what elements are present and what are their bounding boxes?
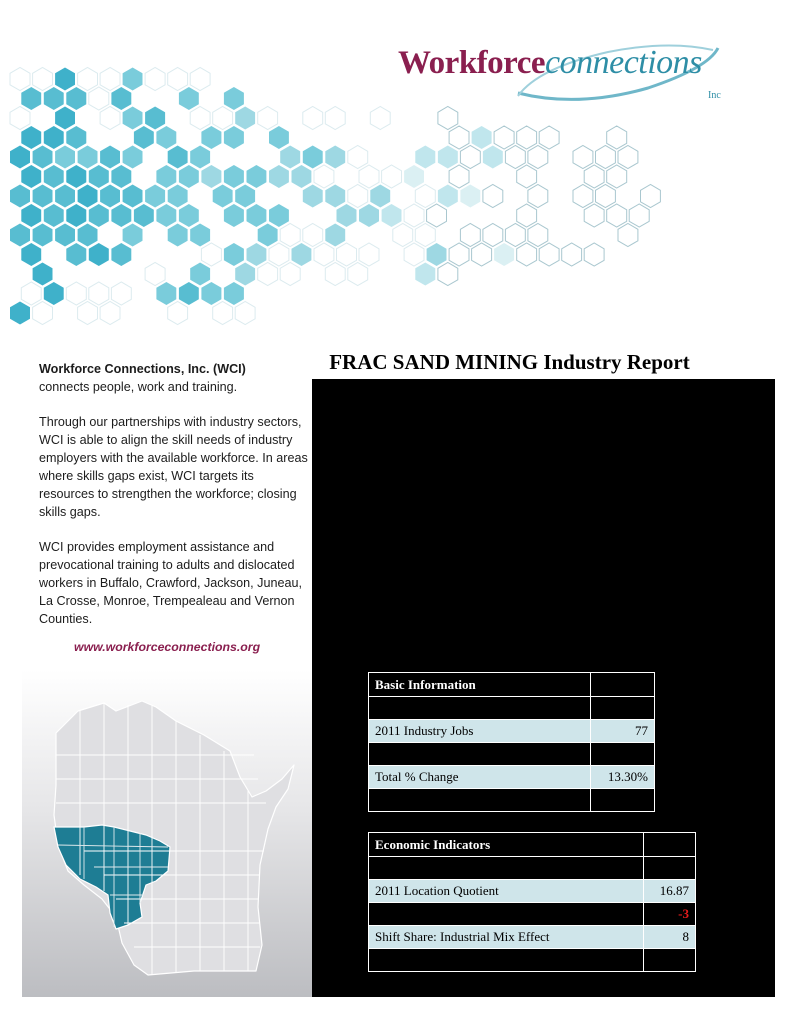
org-name: Workforce Connections, Inc. (WCI) (39, 362, 246, 376)
hexagon-shape (21, 243, 41, 266)
hexagon-shape (156, 126, 176, 149)
hexagon-shape (235, 185, 255, 208)
hexagon-shape (314, 243, 334, 266)
services-paragraph: WCI provides employment assistance and prevocational training to adults and dislocated workers in Buffalo, Crawford, Jackson, Juneau, La Crosse, Monroe, Trempealeau and Vernon Counties. (39, 540, 302, 626)
hexagon-shape (235, 302, 255, 325)
hexagon-shape (427, 243, 447, 266)
hexagon-shape (201, 243, 221, 266)
hexagon-shape (325, 263, 345, 286)
hexagon-shape (348, 146, 368, 169)
hexagon-shape (179, 165, 199, 188)
hexagon-shape (415, 185, 435, 208)
hexagon-shape (438, 146, 458, 169)
hexagon-shape (201, 126, 221, 149)
hexagon-shape (213, 107, 233, 130)
hexagon-shape (483, 146, 503, 169)
hexagon-shape (78, 302, 98, 325)
hexagon-shape (168, 185, 188, 208)
hexagon-shape (224, 243, 244, 266)
hexagon-shape (292, 165, 312, 188)
hexagon-shape (584, 243, 604, 266)
hexagon-shape (382, 204, 402, 227)
hexagon-shape (111, 243, 131, 266)
hexagon-shape (89, 204, 109, 227)
hexagon-shape (348, 185, 368, 208)
hexagon-shape (66, 87, 86, 110)
economic-indicators-table (368, 832, 696, 972)
hexagon-shape (10, 185, 30, 208)
hexagon-shape (494, 243, 514, 266)
hexagon-shape (44, 126, 64, 149)
hexagon-shape (641, 185, 661, 208)
economic-indicators-header: Economic Indicators (369, 833, 644, 857)
hexagon-shape (517, 126, 537, 149)
hexagon-shape (111, 87, 131, 110)
hexagon-shape (10, 107, 30, 130)
hexagon-shape (517, 243, 537, 266)
hexagon-shape (10, 68, 30, 91)
hexagon-shape (123, 68, 143, 91)
hexagon-shape (449, 243, 469, 266)
hexagon-shape (337, 204, 357, 227)
website-link[interactable]: www.workforceconnections.org (74, 640, 261, 654)
hexagon-shape (517, 165, 537, 188)
logo-word-workforce: Workforce (398, 45, 546, 81)
hexagon-shape (100, 146, 120, 169)
hexagon-shape (78, 185, 98, 208)
hexagon-shape (10, 146, 30, 169)
hexagon-shape (224, 204, 244, 227)
hexagon-shape (235, 107, 255, 130)
hexagon-shape (607, 204, 627, 227)
location-quotient-label: 2011 Location Quotient (369, 880, 644, 903)
hexagon-shape (21, 204, 41, 227)
hexagon-shape (483, 185, 503, 208)
hexagon-shape (325, 185, 345, 208)
hexagon-shape (280, 224, 300, 247)
hexagon-shape (33, 185, 53, 208)
hexagon-shape (213, 185, 233, 208)
total-change-label: Total % Change (369, 766, 591, 789)
hexagon-shape (123, 107, 143, 130)
hexagon-shape (33, 302, 53, 325)
hexagon-shape (179, 282, 199, 305)
hexagon-shape (66, 165, 86, 188)
hexagon-shape (505, 224, 525, 247)
workforce-connections-logo (398, 44, 738, 114)
hexagon-shape (573, 185, 593, 208)
hexagon-shape (55, 224, 75, 247)
shift-share-value: 8 (644, 926, 696, 949)
hexagon-shape (78, 146, 98, 169)
hexagon-shape (44, 204, 64, 227)
hexagon-shape (596, 185, 616, 208)
hexagon-shape (258, 107, 278, 130)
hexagon-shape (415, 146, 435, 169)
hexagon-shape (325, 146, 345, 169)
hexagon-shape (573, 146, 593, 169)
hexagon-shape (156, 204, 176, 227)
hexagon-shape (472, 243, 492, 266)
hexagon-shape (370, 107, 390, 130)
table-row (369, 926, 696, 949)
hexagon-shape (528, 224, 548, 247)
hexagon-shape (303, 224, 323, 247)
hexagon-shape (190, 263, 210, 286)
hexagon-shape (438, 263, 458, 286)
hexagon-shape (517, 204, 537, 227)
hexagon-shape (325, 224, 345, 247)
hexagon-shape (111, 204, 131, 227)
hexagon-shape (100, 68, 120, 91)
hexagon-shape (528, 146, 548, 169)
hexagon-shape (584, 165, 604, 188)
hexagon-shape (55, 68, 75, 91)
hexagon-shape (100, 302, 120, 325)
hexagon-shape (33, 68, 53, 91)
hexagon-shape (44, 165, 64, 188)
hexagon-shape (44, 87, 64, 110)
hexagon-shape (404, 243, 424, 266)
hexagon-shape (539, 126, 559, 149)
hexagon-shape (348, 263, 368, 286)
hexagon-shape (224, 282, 244, 305)
hexagon-shape (269, 126, 289, 149)
hexagon-shape (449, 165, 469, 188)
industry-jobs-value: 77 (591, 720, 655, 743)
hexagon-shape (145, 107, 165, 130)
hexagon-shape (404, 204, 424, 227)
hexagon-shape (134, 204, 154, 227)
hexagon-shape (66, 282, 86, 305)
hexagon-shape (33, 224, 53, 247)
hexagon-shape (415, 224, 435, 247)
hexagon-shape (190, 146, 210, 169)
hexagon-shape (460, 224, 480, 247)
hexagon-shape (33, 146, 53, 169)
report-title: FRAC SAND MINING Industry Report (329, 350, 690, 374)
hexagon-shape (21, 126, 41, 149)
hexagon-shape (89, 87, 109, 110)
hexagon-shape (258, 263, 278, 286)
location-quotient-value: 16.87 (644, 880, 696, 903)
hexagon-shape (201, 282, 221, 305)
hexagon-shape (607, 126, 627, 149)
hexagon-shape (359, 243, 379, 266)
hexagon-shape (224, 165, 244, 188)
hexagon-shape (190, 224, 210, 247)
about-text (39, 360, 309, 645)
hexagon-shape (539, 243, 559, 266)
hexagon-shape (145, 185, 165, 208)
hexagon-shape (156, 282, 176, 305)
hexagon-shape (78, 68, 98, 91)
table-row (369, 720, 655, 743)
hexagon-shape (213, 302, 233, 325)
hexagon-shape (325, 107, 345, 130)
hexagon-shape (123, 146, 143, 169)
hexagon-shape (168, 224, 188, 247)
hexagon-shape (66, 243, 86, 266)
hexagon-shape (66, 204, 86, 227)
hexagon-shape (21, 165, 41, 188)
hexagon-shape (505, 146, 525, 169)
hexagon-shape (89, 282, 109, 305)
hexagon-shape (314, 165, 334, 188)
hexagon-shape (359, 204, 379, 227)
industry-jobs-label: 2011 Industry Jobs (369, 720, 591, 743)
hexagon-shape (190, 68, 210, 91)
hexagon-shape (460, 185, 480, 208)
hexagon-shape (55, 185, 75, 208)
hexagon-shape (427, 204, 447, 227)
shift-share-label: Shift Share: Industrial Mix Effect (369, 926, 644, 949)
hexagon-shape (55, 146, 75, 169)
hexagon-shape (494, 126, 514, 149)
hexagon-shape (415, 263, 435, 286)
hexagon-shape (258, 224, 278, 247)
hexagon-shape (528, 185, 548, 208)
hexagon-shape (618, 224, 638, 247)
hexagon-shape (190, 107, 210, 130)
hexagon-shape (303, 107, 323, 130)
left-sidebar (22, 340, 312, 997)
hexagon-shape (280, 146, 300, 169)
logo-word-connections: connections (545, 44, 702, 81)
hexagon-shape (292, 243, 312, 266)
hexagon-shape (449, 126, 469, 149)
hexagon-shape (168, 302, 188, 325)
hexagon-shape (111, 165, 131, 188)
hexagon-shape (269, 165, 289, 188)
hexagon-shape (224, 87, 244, 110)
hexagon-shape (247, 165, 267, 188)
table-row (369, 766, 655, 789)
hexagon-shape (89, 243, 109, 266)
wisconsin-region-map (44, 695, 304, 980)
hexagon-shape (78, 224, 98, 247)
hexagon-shape (235, 263, 255, 286)
hexagon-shape (247, 204, 267, 227)
hexagon-shape (280, 263, 300, 286)
hexagon-shape (438, 185, 458, 208)
hexagon-shape (100, 185, 120, 208)
hexagon-shape (55, 107, 75, 130)
hexagon-shape (100, 107, 120, 130)
hexagon-shape (156, 165, 176, 188)
hexagon-shape (393, 224, 413, 247)
hexagon-shape (269, 204, 289, 227)
hexagon-shape (134, 126, 154, 149)
org-tagline: connects people, work and training. (39, 380, 238, 394)
hexagon-shape (224, 126, 244, 149)
hexagon-shape (247, 243, 267, 266)
hexagon-shape (145, 68, 165, 91)
hexagon-shape (269, 243, 289, 266)
hexagon-shape (145, 263, 165, 286)
hexagon-shape (179, 204, 199, 227)
hexagon-shape (10, 302, 30, 325)
hexagon-shape (89, 165, 109, 188)
hexagon-shape (21, 87, 41, 110)
hexagon-shape (33, 263, 53, 286)
hexagon-shape (168, 146, 188, 169)
hexagon-shape (168, 68, 188, 91)
table-row (369, 880, 696, 903)
hexagon-shape (303, 185, 323, 208)
hexagon-shape (562, 243, 582, 266)
negative-value: -3 (644, 903, 696, 926)
partnership-paragraph: Through our partnerships with industry sectors, WCI is able to align the skill needs of industry employers with the available workforce. In areas where skills gaps exist, WCI targets its resources to strengthen the workforce; closing skills gaps. (39, 415, 308, 519)
hexagon-shape (10, 224, 30, 247)
hexagon-shape (123, 185, 143, 208)
hexagon-shape (404, 165, 424, 188)
hexagon-shape (44, 282, 64, 305)
hexagon-shape (460, 146, 480, 169)
hexagon-shape (21, 282, 41, 305)
hexagon-shape (607, 165, 627, 188)
hexagon-shape (596, 146, 616, 169)
hexagon-shape (629, 204, 649, 227)
hexagon-shape (618, 146, 638, 169)
hexagon-shape (584, 204, 604, 227)
hexagon-shape (123, 224, 143, 247)
hexagon-shape (483, 224, 503, 247)
hexagon-shape (66, 126, 86, 149)
basic-information-table (368, 672, 655, 812)
hexagon-shape (359, 165, 379, 188)
hexagon-shape (337, 243, 357, 266)
hexagon-shape (179, 87, 199, 110)
hexagon-shape (370, 185, 390, 208)
total-change-value: 13.30% (591, 766, 655, 789)
hexagon-shape (111, 282, 131, 305)
hexagon-shape (201, 165, 221, 188)
hexagon-shape (382, 165, 402, 188)
hexagon-shape (472, 126, 492, 149)
hexagon-shape (303, 146, 323, 169)
logo-inc: Inc (708, 90, 721, 101)
basic-information-header: Basic Information (369, 673, 591, 697)
